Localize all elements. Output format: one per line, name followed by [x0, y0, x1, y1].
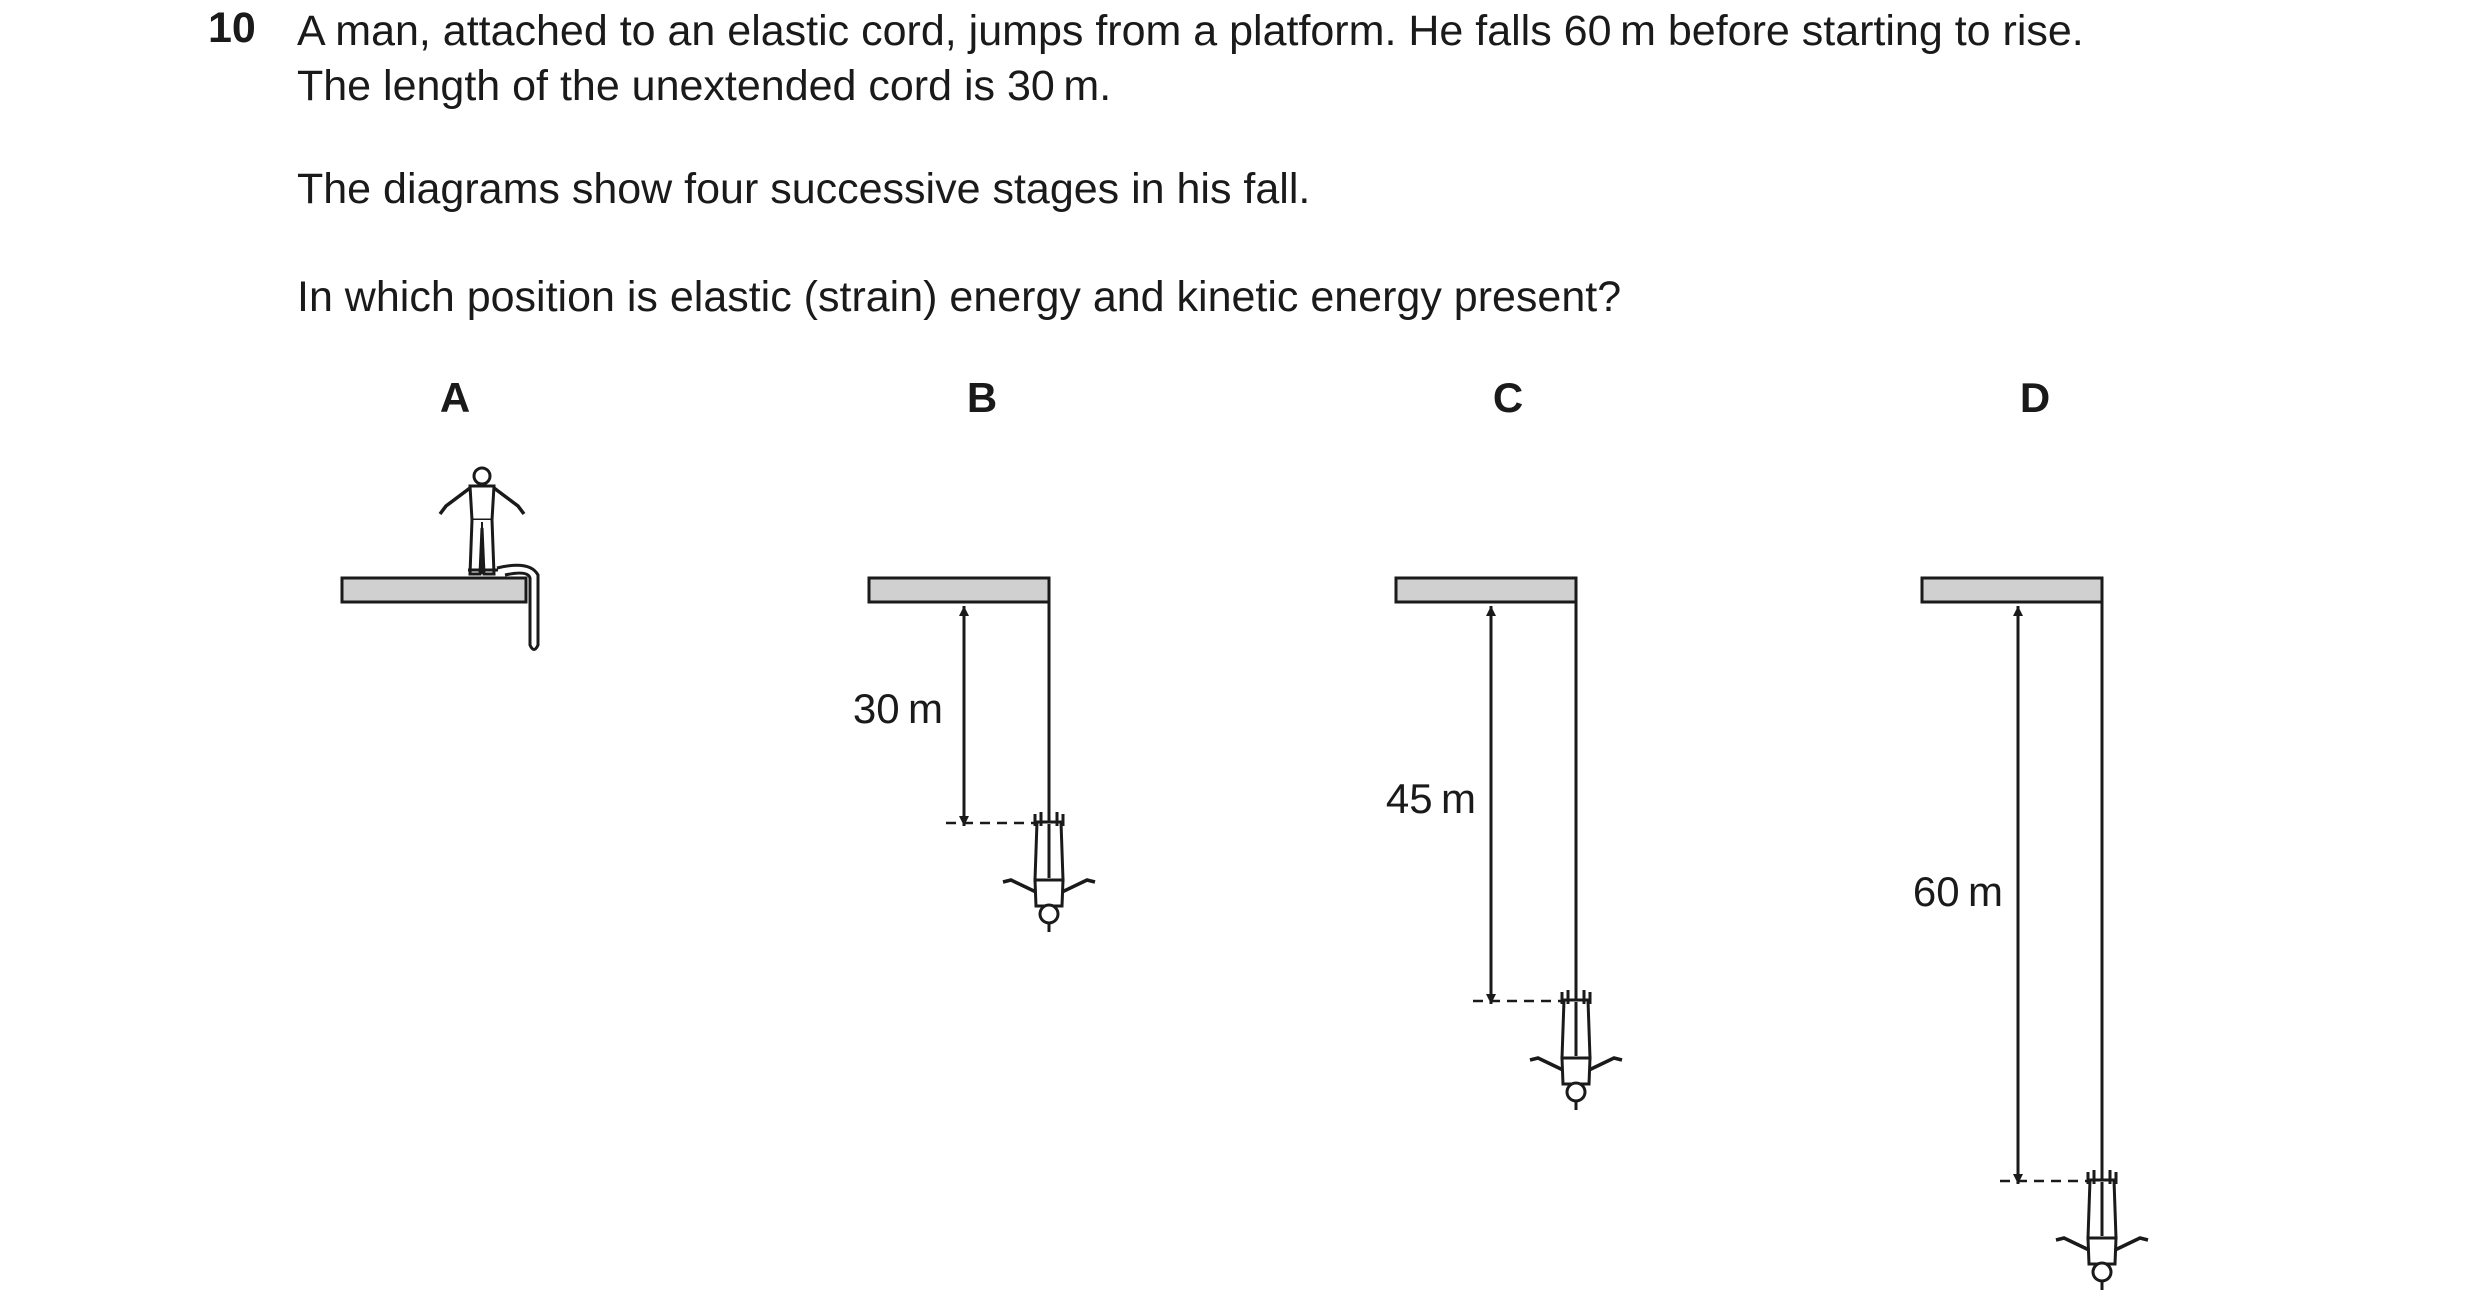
dimension-label-b: 30 m: [852, 685, 943, 732]
platform-a: [342, 578, 526, 602]
dimension-label-d: 60 m: [1912, 868, 2003, 915]
platform-c: [1396, 578, 1576, 602]
diagram-a: [342, 468, 538, 650]
question-number: 10: [208, 4, 256, 52]
diagram-c: [1386, 578, 1622, 1110]
platform-d: [1922, 578, 2102, 602]
question-line-1: A man, attached to an elastic cord, jumps from a platform. He falls 60 m before starting to rise.: [297, 7, 2084, 55]
question-line-2: The length of the unextended cord is 30 m.: [297, 62, 1112, 110]
question-line-3: The diagrams show four successive stages in his fall.: [297, 165, 1311, 213]
option-label-c: C: [1492, 374, 1524, 421]
diagram-d: [1913, 578, 2148, 1290]
option-label-b: B: [966, 374, 998, 421]
platform-b: [869, 578, 1049, 602]
diagram-b: [853, 578, 1095, 932]
man-hanging-icon: [2056, 1168, 2148, 1290]
man-standing-icon: [440, 468, 524, 574]
man-hanging-icon: [1530, 988, 1622, 1110]
dimension-label-c: 45 m: [1385, 775, 1476, 822]
man-hanging-icon: [1003, 810, 1095, 932]
option-label-d: D: [2019, 374, 2051, 421]
question-prompt: In which position is elastic (strain) energy and kinetic energy present?: [297, 273, 1622, 321]
option-label-a: A: [439, 374, 471, 421]
